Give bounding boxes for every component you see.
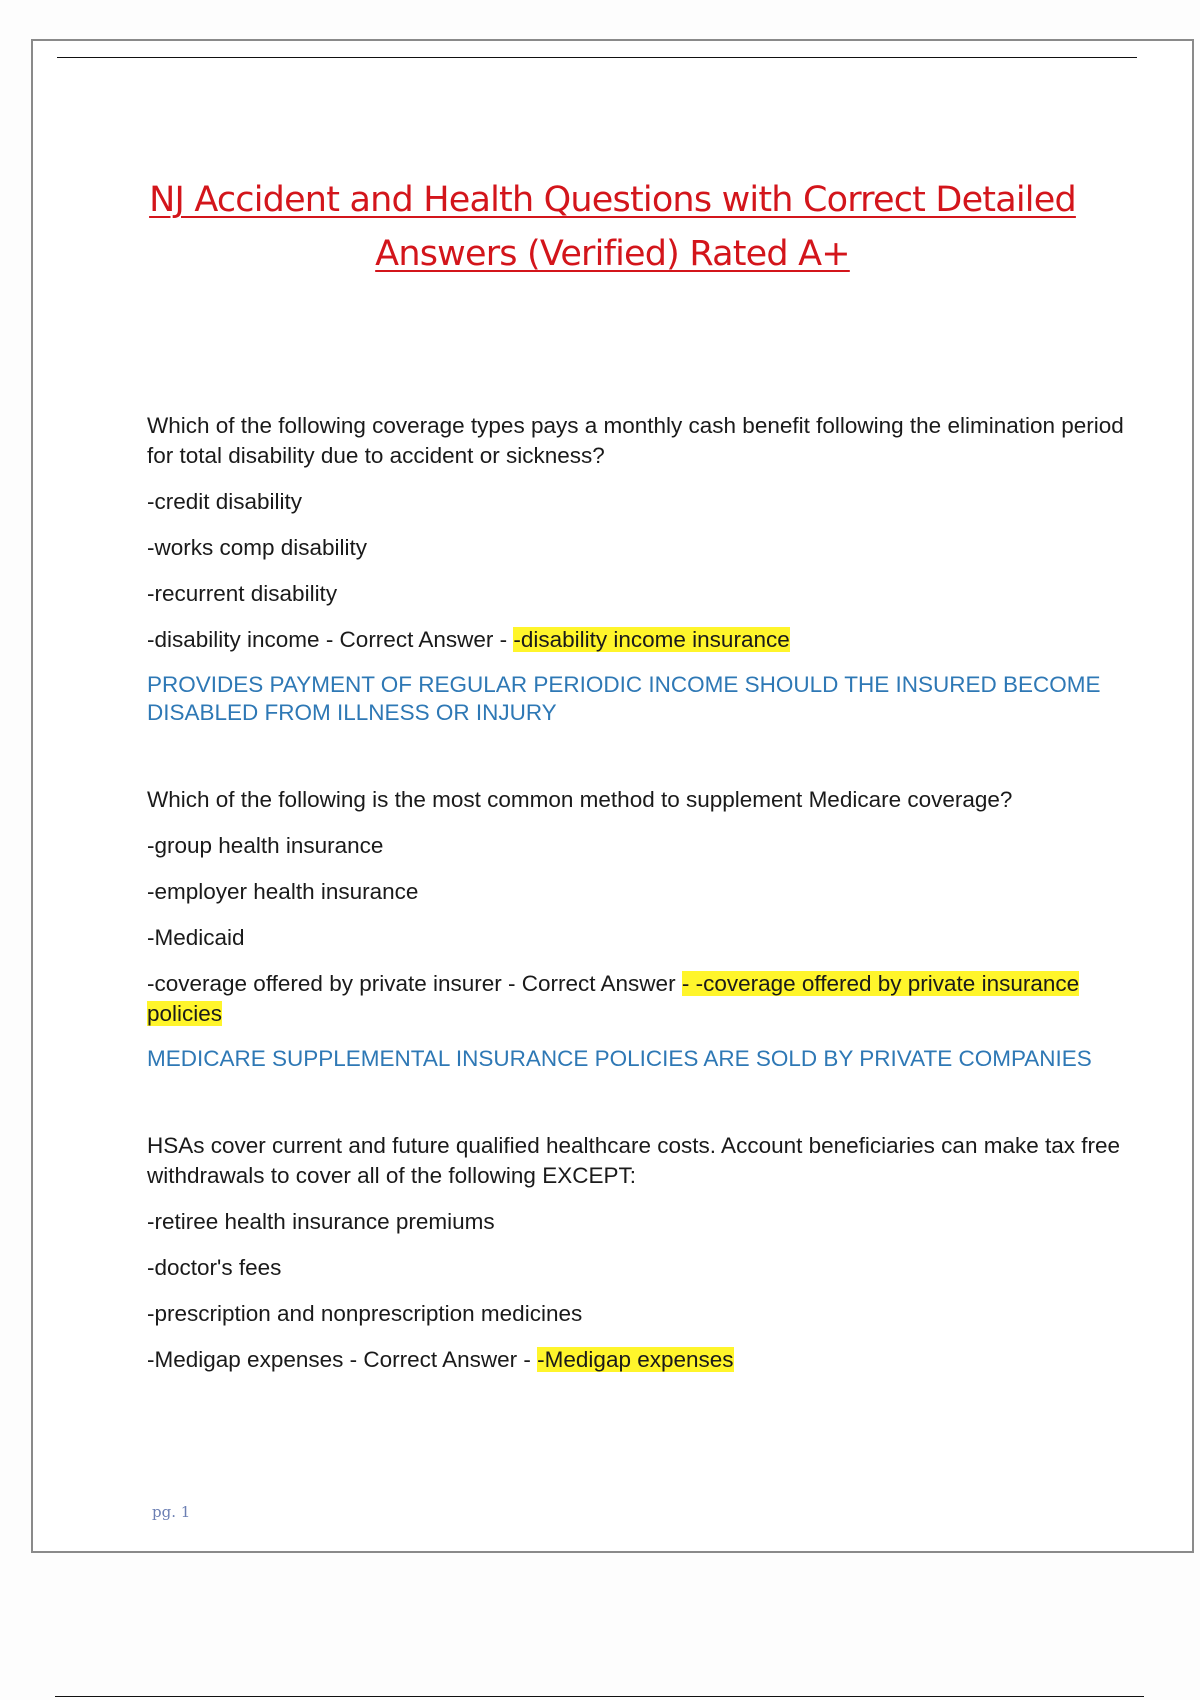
option-item: -Medicaid (147, 925, 245, 950)
answer-line (147, 625, 1137, 655)
correct-answer-highlight: - -coverage offered by private insurance policies (147, 971, 1080, 1026)
option-item: -works comp disability (147, 535, 368, 560)
answer-prefix: -Medigap expenses - Correct Answer - (147, 1347, 538, 1372)
next-page-rule (55, 1696, 1144, 1697)
qa-content (147, 411, 1137, 1391)
answer-line (147, 969, 1137, 1029)
option-item: -doctor's fees (147, 1255, 282, 1280)
document-page (31, 39, 1194, 1553)
option-item: -retiree health insurance premiums (147, 1209, 495, 1234)
option-item: -group health insurance (147, 833, 384, 858)
page-number: pg. 1 (152, 1503, 191, 1521)
question-text: Which of the following coverage types pays a monthly cash benefit following the elimination period for total disability due to accident or sickness? (147, 413, 1124, 468)
answer-explanation: MEDICARE SUPPLEMENTAL INSURANCE POLICIES ARE SOLD BY PRIVATE COMPANIES (147, 1046, 1092, 1071)
title-line-2: Answers (Verified) Rated A+ (375, 234, 850, 274)
option-item: -prescription and nonprescription medicines (147, 1301, 583, 1326)
question-text: Which of the following is the most common method to supplement Medicare coverage? (147, 787, 1013, 812)
option-item: -recurrent disability (147, 581, 338, 606)
document-title (33, 173, 1192, 281)
title-line-1: NJ Accident and Health Questions with Correct Detailed (149, 180, 1076, 220)
question-block-1 (147, 411, 1137, 727)
correct-answer-highlight: -disability income insurance (513, 627, 790, 652)
correct-answer-highlight: -Medigap expenses (537, 1347, 734, 1372)
option-item: -credit disability (147, 489, 303, 514)
answer-prefix: -disability income - Correct Answer - (147, 627, 514, 652)
option-item: -employer health insurance (147, 879, 419, 904)
question-text: HSAs cover current and future qualified healthcare costs. Account beneficiaries can make tax free withdrawals to cover all of the following EXCEPT: (147, 1133, 1121, 1188)
answer-line (147, 1345, 1137, 1375)
header-rule (57, 57, 1137, 58)
question-block-2 (147, 785, 1137, 1073)
answer-prefix: -coverage offered by private insurer - Correct Answer (147, 971, 682, 996)
question-block-3 (147, 1131, 1137, 1375)
answer-explanation: PROVIDES PAYMENT OF REGULAR PERIODIC INCOME SHOULD THE INSURED BECOME DISABLED FROM ILLNESS OR INJURY (147, 672, 1101, 725)
